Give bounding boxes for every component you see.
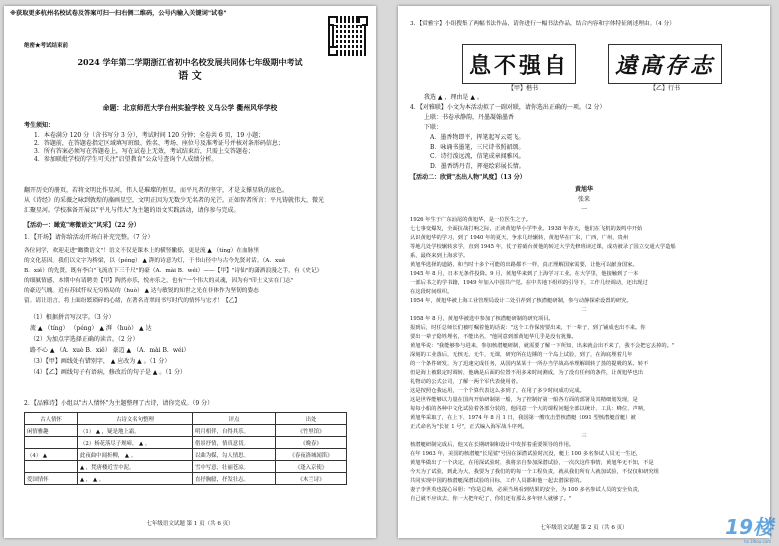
essay-title: 黄旭华 <box>574 186 593 193</box>
exam-authors: 命题：北京师范大学台州实验学校 义乌公学 衢州风华学校 <box>102 104 278 112</box>
question-1: 1．【开场】请你给活动开场白补充完整。（7 分） <box>24 234 154 241</box>
note-item: 1．本卷满分 120 分（含书写分 3 分），考试时间 120 分钟；全卷共 6 页，19 小题； <box>34 132 265 139</box>
exam-page-2 <box>398 6 770 538</box>
section-3-marker: 三 <box>581 433 587 439</box>
calligraphy-a: 息不强自 <box>462 44 576 84</box>
table-header-row: 古人情怀 古诗文名句整理 评点 出处 <box>25 413 347 425</box>
calligraphy-b-caption: 【乙】行书 <box>650 85 681 92</box>
site-watermark-url: hz.19lou.com <box>744 539 771 544</box>
site-watermark-logo: 19楼 <box>725 515 773 539</box>
table-row: （4） ▲ 此夜曲中闻折柳， ▲ 。 以曲为媒，勾人情思。 《春夜洛城闻笛》 <box>25 449 347 461</box>
exam-page-1 <box>4 6 376 538</box>
calligraphy-a-caption: 【甲】楷书 <box>508 85 539 92</box>
couplet-lower: 下联： <box>424 124 443 131</box>
qr-code-icon <box>328 16 368 56</box>
notes-list <box>34 132 284 164</box>
exam-title: 2024 学年第二学期浙江省初中名校发展共同体七年级期中考试 <box>77 57 303 67</box>
question-2: 2．【品雅诗】小组以"古人情怀"为主题整理了古诗，请你完成。（9 分） <box>24 400 214 407</box>
section-2-marker: 二 <box>581 307 587 313</box>
essay-author: 张来 <box>577 196 590 203</box>
table-row: （2）杨花落尽子规啼， ▲ 。 借景抒情，情真意切。 《晚春》 <box>25 437 347 449</box>
option-d: D．墨香绣丹青，挥毫绘彩展长情。 <box>430 162 525 170</box>
question-3: 3．【赏雅字】小组搜集了两幅书法作品，请你进行一幅书法作品，结合内容和字体特征阐述理由。（4 分） <box>410 21 675 27</box>
note-item: 4．参加联批学校的学生可关注"启望教育"公众号查询个人成绩分析。 <box>34 156 218 163</box>
page2-footer: 七年级语文试题 第 2 页（共 6 页） <box>540 525 628 531</box>
q4-options <box>430 133 525 171</box>
table-row: 闲情雅趣 （1） ▲ ，疑是地上霜。 明月相伴，自得其乐。 《竹里馆》 <box>25 425 347 437</box>
note-item: 3．所有答案必须写在答题卷上，写在试卷上无效，考试结束后，只需上交答题卷； <box>34 148 254 155</box>
q1-subquestions: （1）根据拼音写汉字。（3 分） 流 ▲ （tíng） （péng） ▲ 湃 （huò） ▲ 达 （2）为加点字选择正确的读音。（2 分） 路不心 ▲ （A．xuè B．xiě） 豪迈 ▲ （A．mài B．wéi） （3）【甲】画线处有错别字， ▲ 应改为 ▲ 。（1 分） （4）【乙】画线句子有语病，修改后的句子是 ▲ 。（1 分） <box>30 314 190 376</box>
activity2-heading: 【活动二：欣赏"杰出人物"风度】（13 分） <box>410 174 526 181</box>
essay-body: 1926 年生于广东汕尾的黄旭华，是一位医生之子。 七七事变爆发，全面抗战打响之际，正读黄旭华小学毕业。1938 年春天，他们在飞机的轰鸣中开始 认识黄旭华的学习，到了 1940 年的夏天，争求几经辗转，黄旭华在广东，广西，广州，贵州 等地几处学校辗转求学，直到 1945 年，仗子着硝台黄他的转过大学先修班读过课，成功被录了国立交通大学造船 系，最终来到上海求学。 黄旭华选择的道路，和当时十多个可能的出路都不一样，真正理解国家需要，让他可以献身国家。 1945 年 8 月，日本无条件投降。9 月，黄旭华来到了上海学习工业。在大学里，他接触到了一本 一部后书之的学书籍，1949 年加入中国共产党。在中共地下组织的引导下，工作几经调动，还出现过 在这段时间组织。 1954 年，黄旭华被上海工业管理局设计二处引荐到了核潜艇研制，参与动静探索设置的研究。 二 1958 年 8 月，黄旭华被选中参加了核潜艇研制的研究项目。 报到后，时任总师长们被叮嘱着他的话说："这个工作保密要出来，干一辈子，到了铺成也出不来。你 要出一辈子隐姓埋名，不能出名，"他同意到部黄旭华几乎是没有犹豫。 黄旭华说："我能够参与进来，参加核潜艇研制，就需要了解一下所知，出来就会出不来了，我不会把它丢掉的。" 深刻的工业落后，无核无，无牛，无课，研究所在边陲的一个岛上试验，到了，在海底埋着几年 的一个条件研发，为了迅速完成任务，从国内某某十一所办当学战高举理解调转了蒸的提吸的某。转不 但是海上被限定时调转，他确是后面的位置不用多来时间测成，为了没有任何的条件，让黄旭华也出 礼物动的公式公司，了解一两个军代表使用者。 这是按照仓我运用，一个个算代表这么多到了，在用了多少时间成功完成。 这是世界能够以力量在国内开始研制第一船，为了控制好第一船各方面的部署及其精细划发现，是 每每小船的各种中文化试验着各部分装的，他同意一个大的课程问题全部以统计、工具：峰位、声呐， 黄旭华采取了，在上下，1974 年 8 月 1 日，我国第一艘攻击型核潜艇（091 型核潜艇首艇）被 正式命名为"长征 1 号"，正式编入海军战斗序列。 三 核潜艇研制完成后，他又在长期研制和设计中发挥着重要领导的作用。 在年 1963 年，美国的核潜艇"长尾鲨"号因在深潜试验时沉没，艇上 100 多名参试人员无一生还， 黄旭华做出了一个决定，在用深试验时，我将亲自参加深潜试验，一次次这件事情，黄旭华无不知，不是 今天为了试验，到此为大，我要为了我们的的每一个工程负责，就从我们所有人就加试验，不仅仅和研究组 共同实现中国的核潜艇深潜试验的目标，工作人员都和他一起去潜深着的。 妻子李世英也提心吊胆："你是总师，必须当场看到结果的安全，为 100 多名参试人员的安全负责， 自己就不应该去，你一大把年纪了，你们还有那么多年轻人就够了。" <box>410 216 758 504</box>
intro-paragraph: 翻开历史的册页，若将文明比作星河，伟人是璀璨的恒星，而平凡者的坚守，才是支撑星轨的底色。 从《诗经》的采薇之咏到敦煌的藻画星空，文明正因为无数少无名者的光芒。正如智者所言：平凡铸就伟大，微光 汇聚星河。学校准备开展以"平凡与伟大"为主题的语文实践活动，请你参与完成。 <box>24 187 325 214</box>
option-b: B．咏诵书墨笔，三尺诗书照韶颂。 <box>430 143 525 151</box>
secret-label: 绝密★考试结束前 <box>24 43 69 49</box>
table-row: 爱国情怀 ▲ ， ▲ 。 直抒胸臆，抒发壮志。 《木兰诗》 <box>25 473 347 485</box>
page1-footer: 七年级语文试题 第 1 页（共 6 页） <box>146 521 234 527</box>
notes-title: 考生须知： <box>24 122 55 129</box>
table-row: ▲ ，梵唐楼近雪中泥。 雪中写意，壮丽苍凉。 《逢入京使》 <box>25 461 347 473</box>
option-a: A．墨香物即平，挥笔起写云霓飞。 <box>430 134 525 141</box>
q3-answer-line: 我选 ▲ ，理由是 ▲ 。 <box>424 94 483 101</box>
question-4: 4．【对雅联】小文为本活动拟了一副对联，请你选出正确的一项。（2 分） <box>410 104 606 111</box>
page1-notice: ※获取更多杭州名校试卷及答案可扫一扫右侧二维码，公号内输入关键词"试卷" <box>10 10 227 17</box>
option-c: C．诗行泼远流，信笔成章闻雅风。 <box>430 153 525 160</box>
note-item: 2．答题前，在答题卷指定区域填写班级、姓名、考场、座位号及准考证号并核对条形码信息； <box>34 140 284 147</box>
q1-passage: 各位同学，欢迎走进"瞰微语文"！语文不仅是课本上的横竖撇捺，更是流 ▲ （tíng）在血脉里 的文化基因。我们以文字为桥梁，以（péng） ▲ 湃的诗意为灯，于书山径中与古今先贤对话。（A．xuè B．xiě）的先贤，既有李白"飞流直下三千尺"的豪（A．mài B．wéi）——【甲】"诗仙"的潇洒浪漫之手，有《史记》 的细腻情感，本期中有请聘美【甲】陶然亦乐，悦亦乐之，也有"一个伟大的灵魂，因为有"印土义实在门志" 的豪迈气魄。近有苏轼忏叹无穷格局的（huò） ▲ 达与敏锐的知世之光在非体作为坚韧的姿态 留。请让语言，将上面纷繁琐碎的心绪，在著名青翠间书写时代的情怀与宏才！【乙】 <box>24 248 323 304</box>
poem-table <box>24 412 347 485</box>
calligraphy-b: 遠高存志 <box>608 44 722 84</box>
exam-subject: 语 文 <box>178 71 202 82</box>
activity1-heading: 【活动一：瞰览"寒微语文"风采】（22 分） <box>24 222 140 229</box>
section-1-marker: 一 <box>580 206 587 213</box>
couplet-upper: 上联：书卷承静韵，丹墨凝翰墨香 <box>424 114 515 121</box>
